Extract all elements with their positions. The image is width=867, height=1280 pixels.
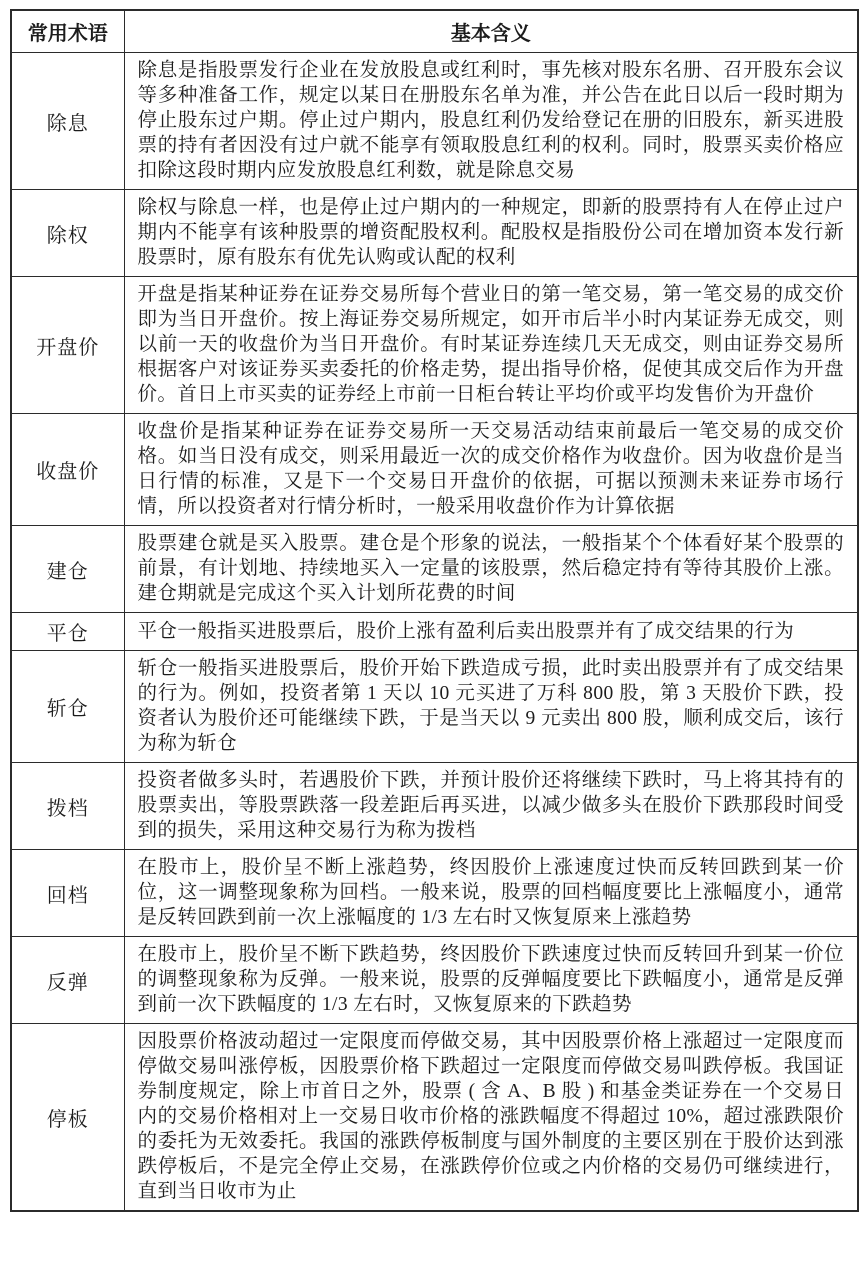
header-row — [11, 10, 858, 53]
term-cell: 停板 — [11, 1024, 124, 1212]
meaning-cell: 平仓一般指买进股票后，股价上涨有盈利后卖出股票并有了成交结果的行为 — [124, 613, 858, 651]
table-row — [11, 763, 858, 850]
term-cell: 反弹 — [11, 937, 124, 1024]
term-cell: 除息 — [11, 53, 124, 190]
term-cell: 斩仓 — [11, 651, 124, 763]
table-row — [11, 277, 858, 414]
meaning-cell: 开盘是指某种证券在证券交易所每个营业日的第一笔交易，第一笔交易的成交价即为当日开盘价。按上海证券交易所规定，如开市后半小时内某证券无成交，则以前一天的收盘价为当日开盘价。有时某证券连续几天无成交，则由证券交易所根据客户对该证券买卖委托的价格走势，提出指导价格，促使其成交后作为开盘价。首日上市买卖的证券经上市前一日柜台转让平均价或平均发售价为开盘价 — [124, 277, 858, 414]
term-cell: 建仓 — [11, 526, 124, 613]
term-cell: 回档 — [11, 850, 124, 937]
meaning-cell: 因股票价格波动超过一定限度而停做交易，其中因股票价格上涨超过一定限度而停做交易叫涨停板，因股票价格下跌超过一定限度而停做交易叫跌停板。我国证券制度规定，除上市首日之外，股票 ( 含 A、B 股 ) 和基金类证券在一个交易日内的交易价格相对上一交易日收市价格的涨跌幅度不得超过 10%，超过涨跌限价的委托为无效委托。我国的涨跌停板制度与国外制度的主要区别在于股价达到涨跌停板后，不是完全停止交易，在涨跌停价位或之内价格的交易仍可继续进行，直到当日收市为止 — [124, 1024, 858, 1212]
meaning-cell: 在股市上，股价呈不断上涨趋势，终因股价上涨速度过快而反转回跌到某一价位，这一调整现象称为回档。一般来说，股票的回档幅度要比上涨幅度小，通常是反转回跌到前一次上涨幅度的 1/3 左右时又恢复原来上涨趋势 — [124, 850, 858, 937]
term-cell: 平仓 — [11, 613, 124, 651]
table-row — [11, 526, 858, 613]
table-row — [11, 937, 858, 1024]
table-row — [11, 190, 858, 277]
term-cell: 拨档 — [11, 763, 124, 850]
term-cell: 收盘价 — [11, 414, 124, 526]
terminology-table — [10, 9, 859, 1212]
meaning-cell: 除息是指股票发行企业在发放股息或红利时，事先核对股东名册、召开股东会议等多种准备工作，规定以某日在册股东名单为准，并公告在此日以后一段时期为停止股东过户期。停止过户期内，股息红利仍发给登记在册的旧股东，新买进股票的持有者因没有过户就不能享有领取股息红利的权利。同时，股票买卖价格应扣除这段时期内应发放股息红利数，就是除息交易 — [124, 53, 858, 190]
meaning-cell: 除权与除息一样，也是停止过户期内的一种规定，即新的股票持有人在停止过户期内不能享有该种股票的增资配股权利。配股权是指股份公司在增加资本发行新股票时，原有股东有优先认购或认配的权利 — [124, 190, 858, 277]
term-cell: 除权 — [11, 190, 124, 277]
column-header-meaning: 基本含义 — [124, 10, 858, 53]
table-row — [11, 53, 858, 190]
meaning-cell: 在股市上，股价呈不断下跌趋势，终因股价下跌速度过快而反转回升到某一价位的调整现象称为反弹。一般来说，股票的反弹幅度要比下跌幅度小，通常是反弹到前一次下跌幅度的 1/3 左右时，又恢复原来的下跌趋势 — [124, 937, 858, 1024]
meaning-cell: 斩仓一般指买进股票后，股价开始下跌造成亏损，此时卖出股票并有了成交结果的行为。例如，投资者第 1 天以 10 元买进了万科 800 股，第 3 天股价下跌，投资者认为股价还可能继续下跌，于是当天以 9 元卖出 800 股，顺利成交后，该行为称为斩仓 — [124, 651, 858, 763]
meaning-cell: 收盘价是指某种证券在证券交易所一天交易活动结束前最后一笔交易的成交价格。如当日没有成交，则采用最近一次的成交价格作为收盘价。因为收盘价是当日行情的标准，又是下一个交易日开盘价的依据，可据以预测未来证券市场行情，所以投资者对行情分析时，一般采用收盘价作为计算依据 — [124, 414, 858, 526]
table-row — [11, 613, 858, 651]
table-row — [11, 1024, 858, 1212]
table-row — [11, 414, 858, 526]
table-row — [11, 651, 858, 763]
term-cell: 开盘价 — [11, 277, 124, 414]
table-row — [11, 850, 858, 937]
meaning-cell: 股票建仓就是买入股票。建仓是个形象的说法，一般指某个个体看好某个股票的前景，有计划地、持续地买入一定量的该股票，然后稳定持有等待其股价上涨。建仓期就是完成这个买入计划所花费的时间 — [124, 526, 858, 613]
column-header-term: 常用术语 — [11, 10, 124, 53]
meaning-cell: 投资者做多头时，若遇股价下跌，并预计股价还将继续下跌时，马上将其持有的股票卖出，等股票跌落一段差距后再买进，以减少做多头在股价下跌那段时间受到的损失，采用这种交易行为称为拨档 — [124, 763, 858, 850]
